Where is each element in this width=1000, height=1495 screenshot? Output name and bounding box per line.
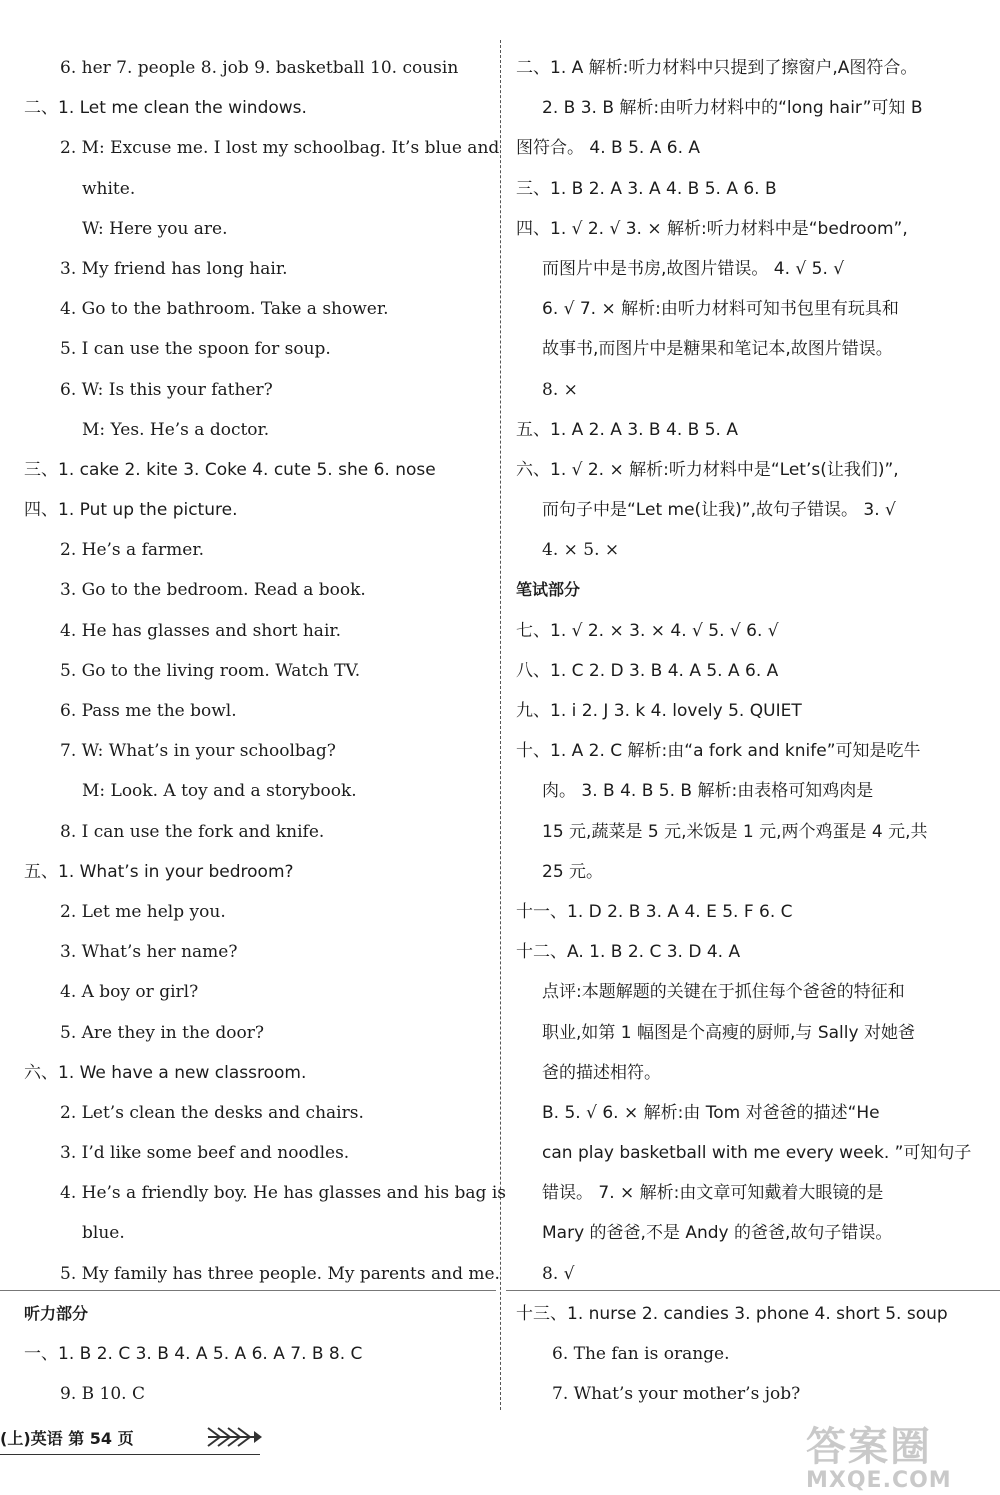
explanation-line: 而句子中是“Let me(让我)”,故句子错误。 3. √ bbox=[542, 500, 896, 521]
watermark-url: MXQE.COM bbox=[806, 1468, 952, 1493]
written-answer-line: 8. √ bbox=[542, 1263, 575, 1284]
answer-line: W: Here you are. bbox=[82, 218, 228, 239]
answer-line: 5. My family has three people. My parents and me. bbox=[60, 1263, 500, 1284]
written-answer-line: 肉。 3. B 4. B 5. B 解析:由表格可知鸡肉是 bbox=[542, 781, 874, 802]
listening-section-heading: 听力部分 bbox=[24, 1303, 89, 1323]
written-answer-line: 职业,如第 1 幅图是个高瘦的厨师,与 Sally 对她爸 bbox=[542, 1022, 915, 1043]
answer-line: M: Yes. He’s a doctor. bbox=[82, 419, 270, 440]
answer-line: 6. her 7. people 8. job 9. basketball 10. cousin bbox=[60, 58, 459, 78]
answer-line: 2. Let’s clean the desks and chairs. bbox=[60, 1102, 364, 1123]
answer-line: 7. W: What’s in your schoolbag? bbox=[60, 741, 336, 762]
answer-line: 5. Are they in the door? bbox=[60, 1022, 264, 1043]
answer-line: 4. He has glasses and short hair. bbox=[60, 620, 342, 641]
written-answer-line: 十一、1. D 2. B 3. A 4. E 5. F 6. C bbox=[516, 901, 793, 922]
final-answer-line: 7. What’s your mother’s job? bbox=[552, 1384, 801, 1405]
written-answer-line: can play basketball with me every week. ”可知句子 bbox=[542, 1143, 972, 1164]
answer-line: 4. Go to the bathroom. Take a shower. bbox=[60, 299, 389, 320]
explanation-line: 四、1. √ 2. √ 3. × 解析:听力材料中是“bedroom”, bbox=[516, 218, 908, 239]
explanation-line: 8. × bbox=[542, 379, 578, 400]
written-section-heading: 笔试部分 bbox=[516, 580, 581, 600]
answer-line: 六、1. We have a new classroom. bbox=[24, 1062, 307, 1083]
written-answer-line: 十二、A. 1. B 2. C 3. D 4. A bbox=[516, 942, 741, 963]
written-answer-line: 十、1. A 2. C 解析:由“a fork and knife”可知是吃牛 bbox=[516, 741, 921, 762]
left-column bbox=[24, 48, 506, 1414]
explanation-line: 五、1. A 2. A 3. B 4. B 5. A bbox=[516, 419, 738, 440]
explanation-line: 而图片中是书房,故图片错误。 4. √ 5. √ bbox=[542, 258, 845, 279]
answer-line: 5. Go to the living room. Watch TV. bbox=[60, 660, 361, 681]
section-rule-left bbox=[0, 1290, 496, 1291]
answer-line: 三、1. cake 2. kite 3. Coke 4. cute 5. she 6. nose bbox=[24, 459, 436, 480]
explanation-line: 4. × 5. × bbox=[542, 540, 620, 561]
section-rule-right bbox=[506, 1290, 1000, 1291]
answer-line: 4. He’s a friendly boy. He has glasses and his bag is bbox=[60, 1183, 506, 1204]
explanation-line: 6. √ 7. × 解析:由听力材料可知书包里有玩具和 bbox=[542, 299, 899, 320]
written-answer-line: 点评:本题解题的关键在于抓住每个爸爸的特征和 bbox=[542, 982, 905, 1003]
final-answer-line: 6. The fan is orange. bbox=[552, 1344, 730, 1364]
listening-answer-line: 一、1. B 2. C 3. B 4. A 5. A 6. A 7. B 8. C bbox=[24, 1344, 363, 1364]
written-answer-line: 15 元,蔬菜是 5 元,米饭是 1 元,两个鸡蛋是 4 元,共 bbox=[542, 821, 928, 842]
answer-line: 3. Go to the bedroom. Read a book. bbox=[60, 580, 366, 601]
written-answer-line: 七、1. √ 2. × 3. × 4. √ 5. √ 6. √ bbox=[516, 620, 779, 641]
written-answer-line: 爸的描述相符。 bbox=[542, 1062, 661, 1083]
explanation-line: 六、1. √ 2. × 解析:听力材料中是“Let’s(让我们)”, bbox=[516, 459, 899, 480]
answer-line: 6. Pass me the bowl. bbox=[60, 701, 237, 721]
explanation-line: 图符合。 4. B 5. A 6. A bbox=[516, 138, 701, 159]
answer-line: 2. M: Excuse me. I lost my schoolbag. It’s blue and bbox=[60, 138, 500, 159]
answer-line: M: Look. A toy and a storybook. bbox=[82, 781, 357, 802]
answer-line: 3. My friend has long hair. bbox=[60, 258, 288, 279]
answer-line: 8. I can use the fork and knife. bbox=[60, 821, 325, 842]
answer-line: 2. He’s a farmer. bbox=[60, 540, 204, 561]
footer-text: (上)英语 第 54 页 bbox=[0, 1429, 134, 1448]
watermark-title: 答案圈 bbox=[806, 1424, 932, 1470]
right-column bbox=[516, 48, 978, 1414]
answer-line: white. bbox=[82, 178, 136, 199]
written-answer-line: 错误。 7. × 解析:由文章可知戴着大眼镜的是 bbox=[542, 1183, 884, 1204]
answer-line: 6. W: Is this your father? bbox=[60, 379, 273, 400]
explanation-line: 三、1. B 2. A 3. A 4. B 5. A 6. B bbox=[516, 178, 777, 199]
written-answer-line: Mary 的爸爸,不是 Andy 的爸爸,故句子错误。 bbox=[542, 1223, 893, 1244]
written-answer-line: 25 元。 bbox=[542, 861, 604, 882]
answer-line: 3. What’s her name? bbox=[60, 942, 238, 963]
answer-line: 二、1. Let me clean the windows. bbox=[24, 98, 307, 119]
answer-line: 2. Let me help you. bbox=[60, 901, 226, 922]
written-answer-line: 八、1. C 2. D 3. B 4. A 5. A 6. A bbox=[516, 660, 779, 681]
answer-line: 4. A boy or girl? bbox=[60, 982, 199, 1003]
final-answer-line: 十三、1. nurse 2. candies 3. phone 4. short 5. soup bbox=[516, 1303, 948, 1324]
explanation-line: 2. B 3. B 解析:由听力材料中的“long hair”可知 B bbox=[542, 98, 923, 119]
written-answer-line: B. 5. √ 6. × 解析:由 Tom 对爸爸的描述“He bbox=[542, 1102, 880, 1123]
explanation-line: 二、1. A 解析:听力材料中只提到了擦窗户,A图符合。 bbox=[516, 58, 918, 78]
answer-line: blue. bbox=[82, 1223, 125, 1244]
written-answer-line: 九、1. i 2. J 3. k 4. lovely 5. QUIET bbox=[516, 701, 802, 721]
answer-line: 3. I’d like some beef and noodles. bbox=[60, 1143, 350, 1164]
listening-answer-line: 9. B 10. C bbox=[60, 1384, 145, 1405]
answer-line: 五、1. What’s in your bedroom? bbox=[24, 861, 294, 882]
answer-line: 5. I can use the spoon for soup. bbox=[60, 339, 331, 360]
answer-line: 四、1. Put up the picture. bbox=[24, 500, 238, 521]
arrows-icon bbox=[206, 1424, 264, 1450]
watermark bbox=[806, 1415, 986, 1493]
explanation-line: 故事书,而图片中是糖果和笔记本,故图片错误。 bbox=[542, 339, 893, 360]
